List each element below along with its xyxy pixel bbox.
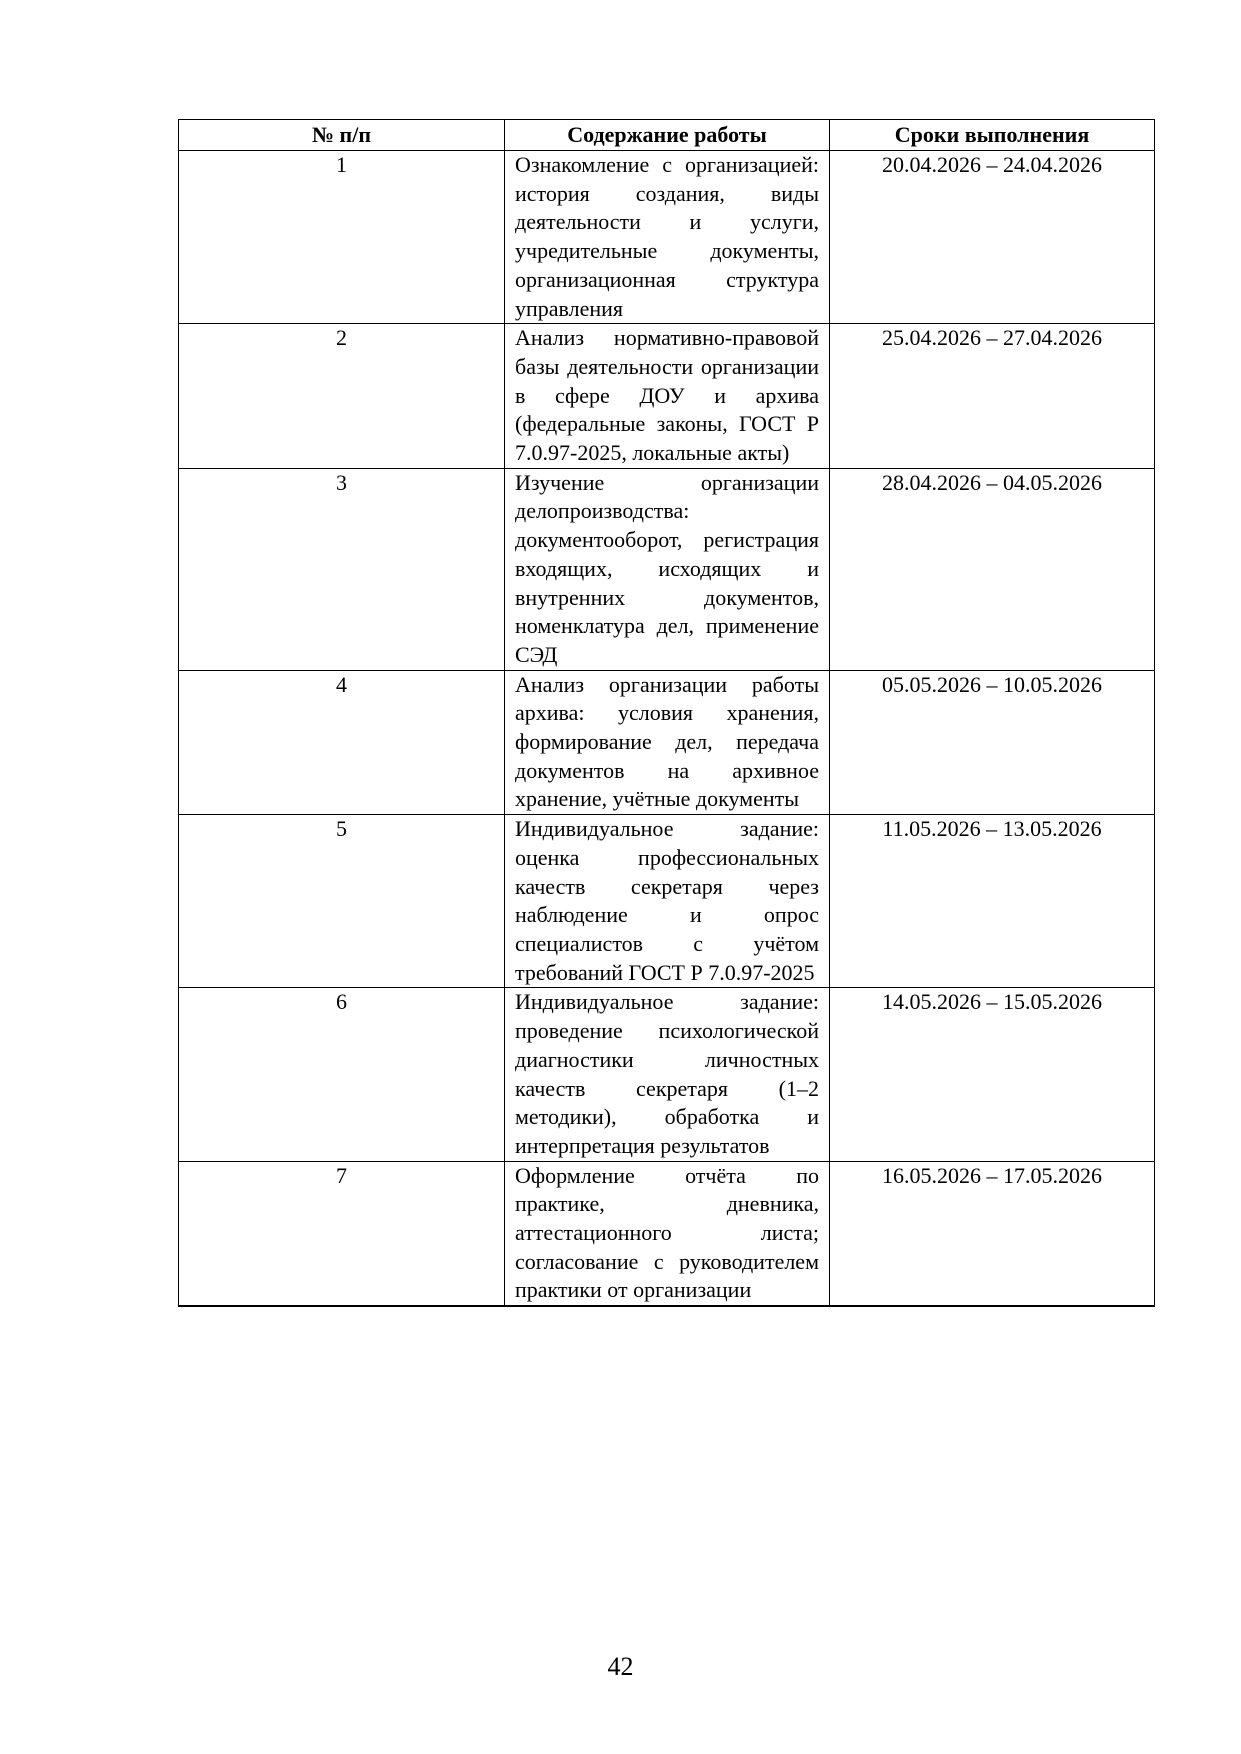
table-row xyxy=(179,815,1155,988)
work-schedule-table xyxy=(178,119,1155,1307)
row-number: 3 xyxy=(179,468,505,670)
row-number: 4 xyxy=(179,670,505,815)
row-deadline: 05.05.2026 – 10.05.2026 xyxy=(830,670,1155,815)
row-work-content: Анализ организации работы архива: условия хранения, формирование дел, передача документов на архивное хранение, учётные документы xyxy=(505,670,830,815)
table-row xyxy=(179,468,1155,670)
row-deadline: 25.04.2026 – 27.04.2026 xyxy=(830,324,1155,469)
row-number: 6 xyxy=(179,988,505,1161)
row-number: 2 xyxy=(179,324,505,469)
table-row xyxy=(179,324,1155,469)
row-deadline: 20.04.2026 – 24.04.2026 xyxy=(830,151,1155,324)
row-number: 7 xyxy=(179,1161,505,1306)
row-deadline: 28.04.2026 – 04.05.2026 xyxy=(830,468,1155,670)
header-deadlines: Сроки выполнения xyxy=(830,120,1155,151)
row-number: 1 xyxy=(179,151,505,324)
row-deadline: 16.05.2026 – 17.05.2026 xyxy=(830,1161,1155,1306)
row-work-content: Индивидуальное задание: оценка профессиональных качеств секретаря через наблюдение и опрос специалистов с учётом требований ГОСТ Р 7.0.97-2025 xyxy=(505,815,830,988)
row-work-content: Ознакомление с организацией: история создания, виды деятельности и услуги, учредительные документы, организационная структура управления xyxy=(505,151,830,324)
row-work-content: Оформление отчёта по практике, дневника, аттестационного листа; согласование с руководителем практики от организации xyxy=(505,1161,830,1306)
row-work-content: Индивидуальное задание: проведение психологической диагностики личностных качеств секретаря (1–2 методики), обработка и интерпретация результатов xyxy=(505,988,830,1161)
table-row xyxy=(179,988,1155,1161)
table-header-row xyxy=(179,120,1155,151)
page-number: 42 xyxy=(607,1652,634,1681)
row-work-content: Анализ нормативно-правовой базы деятельности организации в сфере ДОУ и архива (федеральные законы, ГОСТ Р 7.0.97-2025, локальные акты) xyxy=(505,324,830,469)
row-deadline: 11.05.2026 – 13.05.2026 xyxy=(830,815,1155,988)
table-row xyxy=(179,670,1155,815)
row-work-content: Изучение организации делопроизводства: документооборот, регистрация входящих, исходящих и внутренних документов, номенклатура дел, применение СЭД xyxy=(505,468,830,670)
table-row xyxy=(179,1161,1155,1306)
row-number: 5 xyxy=(179,815,505,988)
header-number: № п/п xyxy=(179,120,505,151)
table-row xyxy=(179,151,1155,324)
header-work-content: Содержание работы xyxy=(505,120,830,151)
row-deadline: 14.05.2026 – 15.05.2026 xyxy=(830,988,1155,1161)
